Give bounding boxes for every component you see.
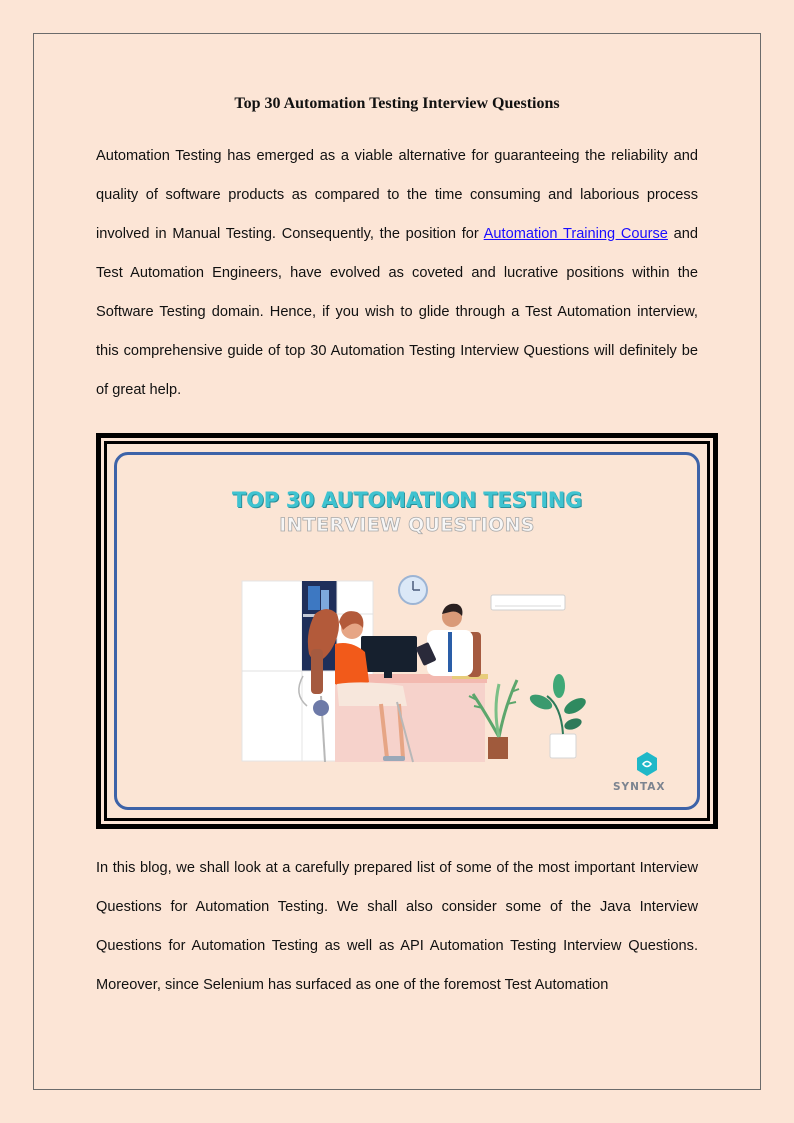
body-paragraph: In this blog, we shall look at a carefully prepared list of some of the most important Interview Questions for Automation Testing. We shall also consider some of the Java Interview Questions for Automation Testing as well as API Automation Testing Interview Questions. Moreover, since Selenium has surfaced as one of the foremost Test Automation bbox=[96, 860, 698, 993]
intro-text-start: Automation Testing has emerged as a viable alternative for guaranteeing the reliability and quality of software products as compared to the time consuming and laborious process involved in Manual Testing. Consequently, the position for bbox=[96, 148, 698, 242]
intro-paragraph bbox=[96, 137, 698, 410]
figure-heading-line1: TOP 30 AUTOMATION TESTING bbox=[232, 488, 582, 512]
article-figure bbox=[96, 433, 718, 829]
figure-canvas bbox=[107, 444, 707, 818]
syntax-logo-text: SYNTAX bbox=[613, 781, 666, 793]
document-title: Top 30 Automation Testing Interview Questions bbox=[234, 95, 560, 112]
computer-monitor-illustration bbox=[361, 636, 417, 678]
interviewer-illustration bbox=[415, 604, 481, 677]
potted-plant-illustration bbox=[528, 674, 589, 758]
figure-border-inner bbox=[104, 441, 710, 821]
interview-illustration bbox=[107, 444, 707, 818]
wall-clock-illustration bbox=[399, 576, 427, 604]
automation-training-course-link[interactable]: Automation Training Course bbox=[483, 226, 668, 242]
air-conditioner-illustration bbox=[491, 595, 565, 610]
figure-border-gap bbox=[101, 438, 713, 824]
figure-heading-line2: INTERVIEW QUESTIONS bbox=[279, 514, 535, 536]
syntax-logo-icon bbox=[637, 752, 657, 776]
intro-text-end: and Test Automation Engineers, have evolved as coveted and lucrative positions within the Software Testing domain. Hence, if you wish to glide through a Test Automation interview, this comprehensive guide of top 30 Automation Testing Interview Questions will definitely be of great help. bbox=[96, 226, 699, 398]
